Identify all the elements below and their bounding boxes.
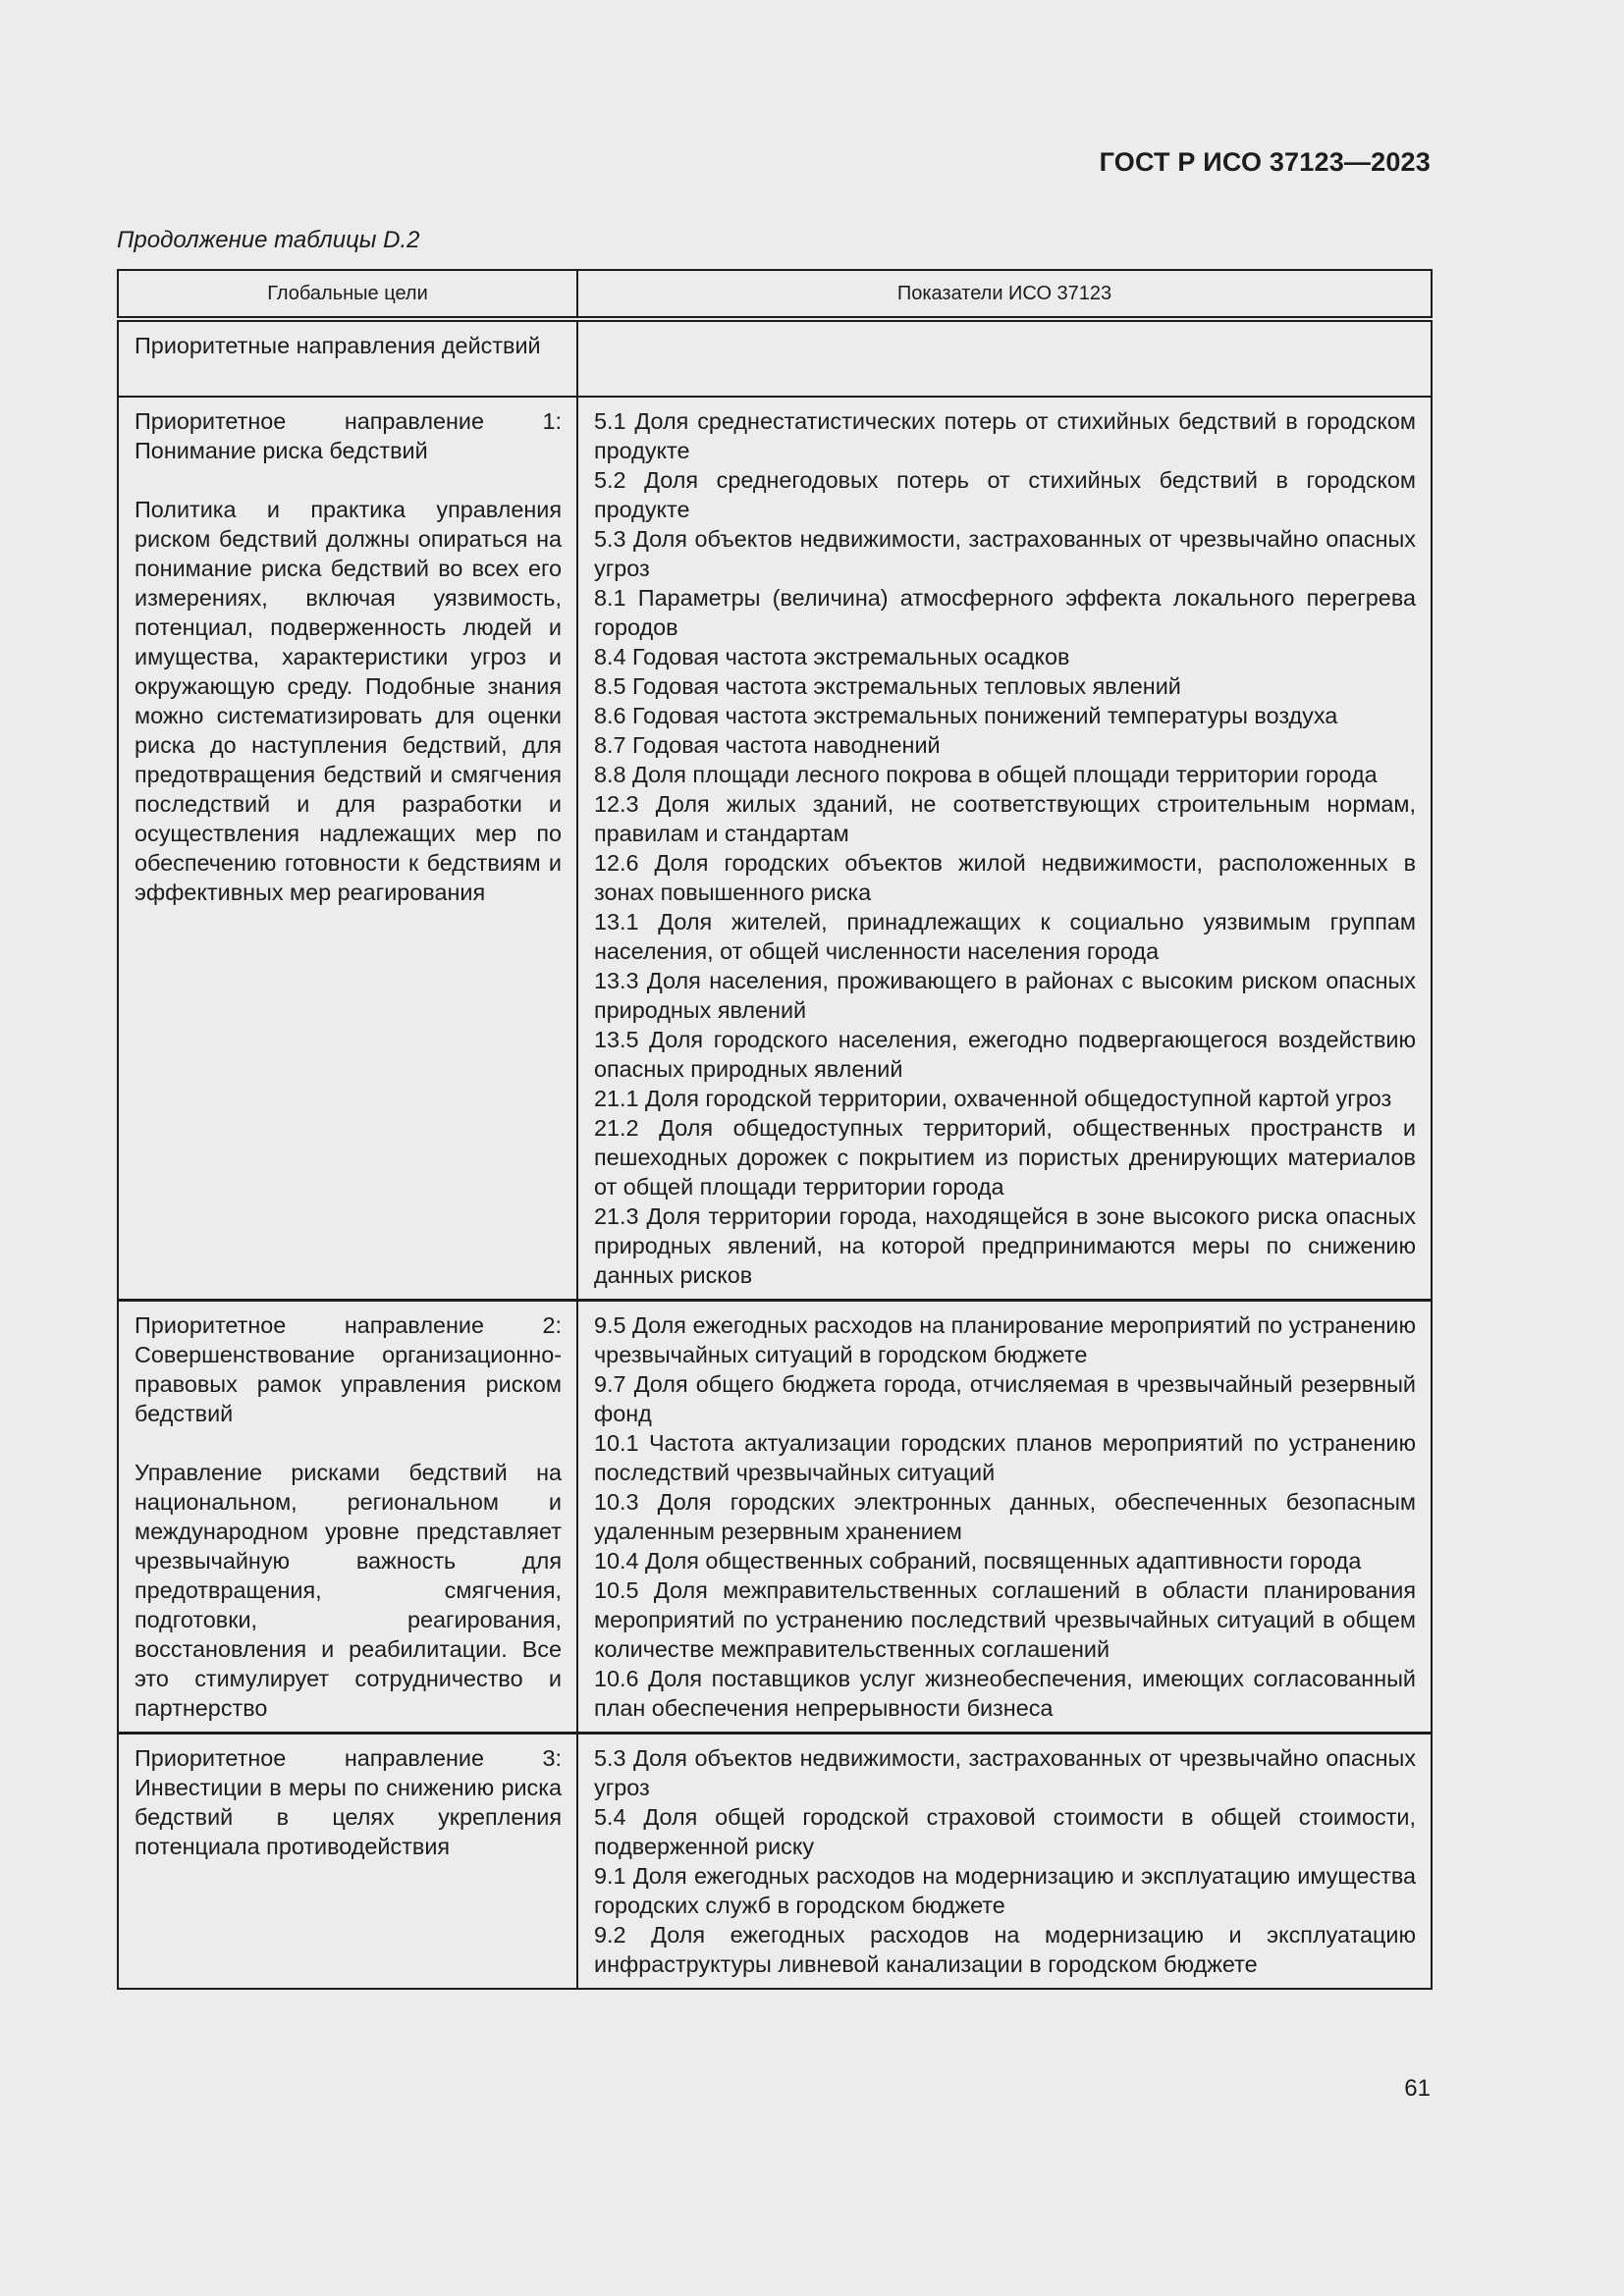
indicator-item: 10.6 Доля поставщиков услуг жизнеобеспечения, имеющих согласованный план обеспечения непрерывности бизнеса: [594, 1666, 1416, 1721]
indicator-item: 8.4 Годовая частота экстремальных осадков: [594, 644, 1070, 669]
indicator-item: 8.1 Параметры (величина) атмосферного эффекта локального перегрева городов: [594, 585, 1416, 640]
indicator-item: 13.5 Доля городского населения, ежегодно подвергающегося воздействию опасных природных явлений: [594, 1027, 1416, 1082]
indicator-item: 10.1 Частота актуализации городских планов мероприятий по устранению последствий чрезвычайных ситуаций: [594, 1430, 1416, 1485]
indicator-item: 21.3 Доля территории города, находящейся в зоне высокого риска опасных природных явлений, на которой предпринимаются меры по снижению данных рисков: [594, 1203, 1416, 1288]
indicators-cell: [577, 1734, 1432, 1990]
section-cell: [118, 319, 577, 397]
table-continuation-caption: Продолжение таблицы D.2: [117, 227, 420, 253]
priority-description: Управление рисками бедствий на национальном, региональном и международном уровне представляет чрезвычайную важность для предотвращения, смягчения, подготовки, реагирования, восстановления и реабилитации. Все это стимулирует сотрудничество и партнерство: [135, 1460, 562, 1721]
section-label: Приоритетные направления действий: [135, 333, 541, 358]
header-global-goals: Глобальные цели: [118, 270, 577, 319]
indicator-item: 13.1 Доля жителей, принадлежащих к социально уязвимым группам населения, от общей численности населения города: [594, 909, 1416, 964]
section-empty-cell: [577, 319, 1432, 397]
indicator-item: 10.5 Доля межправительственных соглашений в области планирования мероприятий по устранению последствий чрезвычайных ситуаций в общем количестве межправительственных соглашений: [594, 1577, 1416, 1662]
table-row: [118, 1301, 1432, 1734]
priority-cell: [118, 1734, 577, 1990]
priority-description: Политика и практика управления риском бедствий должны опираться на понимание риска бедствий во всех его измерениях, включая уязвимость, потенциал, подверженность людей и имущества, характеристики угроз и окружающую среду. Подобные знания можно систематизировать для оценки риска до наступления бедствий, для предотвращения бедствий и смягчения последствий и для разработки и осуществления надлежащих мер по обеспечению готовности к бедствиям и эффективных мер реагирования: [135, 497, 562, 905]
indicator-item: 5.4 Доля общей городской страховой стоимости в общей стоимости, подверженной риску: [594, 1804, 1416, 1859]
indicators-table: [117, 269, 1433, 1990]
indicator-item: 5.1 Доля среднестатистических потерь от стихийных бедствий в городском продукте: [594, 408, 1416, 463]
indicator-item: 12.6 Доля городских объектов жилой недвижимости, расположенных в зонах повышенного риска: [594, 850, 1416, 905]
indicator-item: 8.5 Годовая частота экстремальных тепловых явлений: [594, 673, 1181, 699]
indicator-item: 5.3 Доля объектов недвижимости, застрахованных от чрезвычайно опасных угроз: [594, 1745, 1416, 1800]
page-number: 61: [1404, 2075, 1431, 2102]
header-iso-indicators: Показатели ИСО 37123: [577, 270, 1432, 319]
priority-cell: [118, 397, 577, 1301]
indicator-item: 5.3 Доля объектов недвижимости, застрахованных от чрезвычайно опасных угроз: [594, 526, 1416, 581]
priority-title: Приоритетное направление 1: Понимание риска бедствий: [135, 408, 562, 463]
indicator-item: 8.7 Годовая частота наводнений: [594, 732, 941, 758]
priority-title: Приоритетное направление 3: Инвестиции в меры по снижению риска бедствий в целях укрепления потенциала противодействия: [135, 1745, 562, 1859]
indicator-item: 21.2 Доля общедоступных территорий, общественных пространств и пешеходных дорожек с покрытием из пористых дренирующих материалов от общей площади территории города: [594, 1115, 1416, 1200]
table-header-row: [118, 270, 1432, 319]
indicator-item: 8.6 Годовая частота экстремальных понижений температуры воздуха: [594, 703, 1338, 728]
indicators-cell: [577, 397, 1432, 1301]
table-row: [118, 1734, 1432, 1990]
indicator-item: 9.2 Доля ежегодных расходов на модернизацию и эксплуатацию инфраструктуры ливневой канализации в городском бюджете: [594, 1922, 1416, 1977]
priority-title: Приоритетное направление 2: Совершенствование организационно-правовых рамок управления риском бедствий: [135, 1312, 562, 1426]
section-row: [118, 319, 1432, 397]
indicator-item: 10.3 Доля городских электронных данных, обеспеченных безопасным удаленным резервным хранением: [594, 1489, 1416, 1544]
indicators-cell: [577, 1301, 1432, 1734]
indicator-item: 13.3 Доля населения, проживающего в районах с высоким риском опасных природных явлений: [594, 968, 1416, 1023]
indicator-item: 21.1 Доля городской территории, охваченной общедоступной картой угроз: [594, 1086, 1392, 1111]
indicator-item: 10.4 Доля общественных собраний, посвященных адаптивности города: [594, 1548, 1362, 1574]
table-row: [118, 397, 1432, 1301]
document-header: ГОСТ Р ИСО 37123—2023: [1099, 147, 1431, 177]
indicator-item: 9.5 Доля ежегодных расходов на планирование мероприятий по устранению чрезвычайных ситуаций в городском бюджете: [594, 1312, 1416, 1367]
indicator-item: 12.3 Доля жилых зданий, не соответствующих строительным нормам, правилам и стандартам: [594, 791, 1416, 846]
indicator-item: 8.8 Доля площади лесного покрова в общей площади территории города: [594, 762, 1378, 787]
priority-cell: [118, 1301, 577, 1734]
indicator-item: 9.1 Доля ежегодных расходов на модернизацию и эксплуатацию имущества городских служб в городском бюджете: [594, 1863, 1416, 1918]
indicator-item: 9.7 Доля общего бюджета города, отчисляемая в чрезвычайный резервный фонд: [594, 1371, 1416, 1426]
indicator-item: 5.2 Доля среднегодовых потерь от стихийных бедствий в городском продукте: [594, 467, 1416, 522]
